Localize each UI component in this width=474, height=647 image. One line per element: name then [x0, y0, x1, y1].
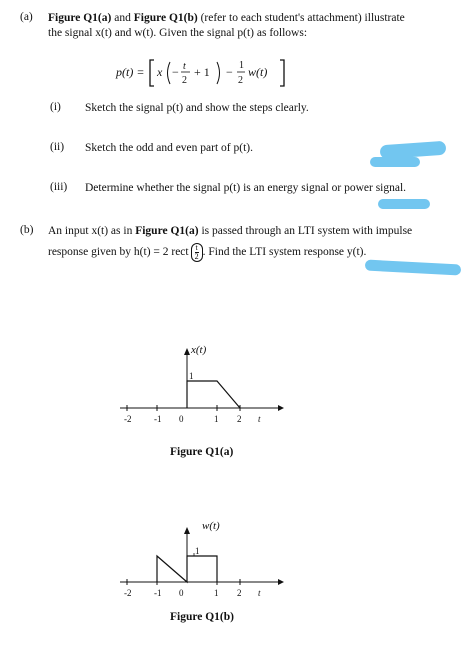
part-a-label: (a) — [20, 11, 33, 23]
fig-a-ticklabel-0: 0 — [179, 414, 184, 424]
fig-a-ticklabel-m1: -1 — [154, 414, 162, 424]
fig-a-one-label: 1 — [189, 371, 194, 381]
eq-bracket-left — [150, 60, 154, 86]
fig-b-signal-line — [157, 556, 217, 582]
figure-q1a-plot — [110, 338, 290, 438]
eq-w: w(t) — [248, 65, 268, 79]
fig-b-ticklabel-m2: -2 — [124, 588, 132, 598]
part-b-line2-post: . Find the LTI system response y(t). — [202, 246, 367, 259]
eq-minus-1: − — [172, 65, 179, 79]
fig-a-tlabel: t — [258, 414, 261, 424]
fig-b-ylabel: w(t) — [202, 520, 220, 532]
eq-plus-one: + 1 — [194, 65, 210, 79]
item-ii-num: (ii) — [50, 141, 65, 153]
part-b-line2-pre: response given by h(t) = 2 rect — [48, 246, 189, 259]
part-a-line-1 — [48, 11, 405, 25]
fig-b-y-arrow — [184, 527, 190, 534]
fig-b-ticklabel-m1: -1 — [154, 588, 162, 598]
figure-q1b-plot — [110, 515, 290, 610]
figure-q1a-caption: Figure Q1(a) — [170, 446, 234, 458]
fig-a-t-arrow — [278, 405, 284, 411]
eq-half-num: 1 — [239, 60, 244, 71]
item-iii-text: Determine whether the signal p(t) is an energy signal or power signal. — [85, 182, 407, 194]
rect-arg — [191, 243, 203, 262]
fig-b-tlabel: t — [258, 588, 261, 598]
highlight-mark-4 — [365, 259, 461, 275]
eq-t-den: 2 — [182, 75, 187, 86]
part-b-line1-post: is passed through an LTI system with impulse — [198, 225, 413, 237]
fig-a-ticklabel-1: 1 — [214, 414, 219, 424]
item-ii-text: Sketch the odd and even part of p(t). — [85, 142, 253, 154]
equation-p-of-t — [110, 52, 310, 92]
fig-b-one-label: 1 — [195, 546, 200, 556]
figure-q1b-ref: Figure Q1(b) — [133, 12, 198, 24]
part-b-line-1 — [48, 224, 412, 238]
fig-b-ticklabel-1: 1 — [214, 588, 219, 598]
part-b-line-2 — [48, 243, 366, 262]
eq-paren-right — [217, 62, 220, 84]
eq-half-den: 2 — [238, 75, 243, 86]
item-i-num: (i) — [50, 101, 61, 113]
figure-q1a-ref-b: Figure Q1(a) — [135, 225, 199, 237]
figure-q1a-ref: Figure Q1(a) — [48, 12, 112, 24]
part-a-line-2: the signal x(t) and w(t). Given the signal p(t) as follows: — [48, 27, 308, 39]
part-b-line1-pre: An input x(t) as in — [48, 225, 136, 237]
conjunction: and — [111, 12, 134, 24]
fig-b-ticklabel-0: 0 — [179, 588, 184, 598]
rect-den: 2 — [194, 252, 199, 261]
item-i-text: Sketch the signal p(t) and show the steps clearly. — [85, 102, 309, 114]
fig-b-ticklabel-2: 2 — [237, 588, 242, 598]
highlight-mark-2 — [370, 157, 420, 167]
fig-a-ticklabel-m2: -2 — [124, 414, 132, 424]
figure-q1b-caption: Figure Q1(b) — [170, 611, 234, 623]
eq-t-num: t — [183, 61, 186, 72]
highlight-mark-3 — [378, 199, 430, 209]
line1-rest: (refer to each student's attachment) illustrate — [197, 12, 405, 24]
fig-b-t-arrow — [278, 579, 284, 585]
eq-x: x — [157, 65, 163, 79]
fig-a-y-arrow — [184, 348, 190, 355]
eq-lhs: p(t) = — [116, 65, 145, 79]
eq-bracket-right — [280, 60, 284, 86]
rect-num: t — [195, 243, 198, 252]
fig-a-ylabel: x(t) — [191, 344, 207, 356]
part-b-label: (b) — [20, 224, 34, 236]
eq-paren-left — [168, 62, 171, 84]
fig-a-ticklabel-2: 2 — [237, 414, 242, 424]
item-iii-num: (iii) — [50, 181, 68, 193]
eq-minus-2: − — [226, 65, 233, 79]
fig-a-signal-line — [187, 381, 240, 408]
